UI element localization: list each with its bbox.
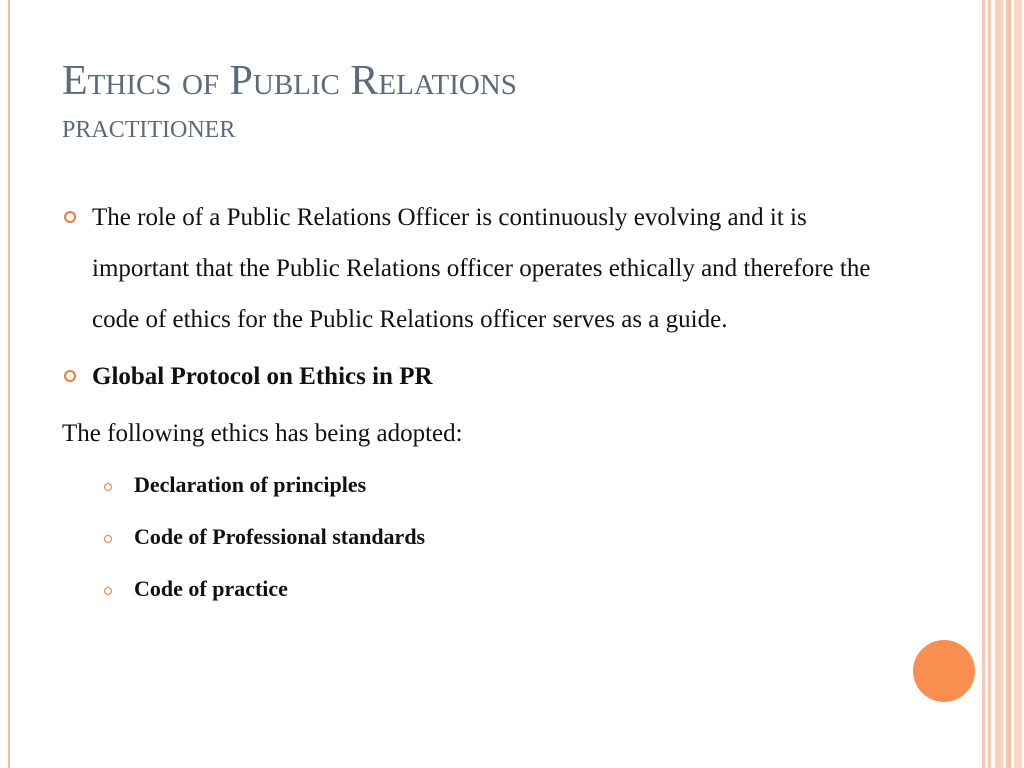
bullet-text: The role of a Public Relations Officer is continuously evolving and it is important that the Public Relations officer operates ethically and therefore the code of ethics for the Public Relations officer serves as a guide. [92,204,871,333]
sub-bullet-circle-icon [104,483,112,491]
slide-title [62,54,922,149]
bullet-item [62,192,902,345]
sub-bullet-text: Declaration of principles [134,472,367,497]
bullet-text: Global Protocol on Ethics in PR [92,363,433,390]
stripe [995,0,1003,768]
stripe [1014,0,1022,768]
bullet-circle-icon [64,211,76,223]
sub-bullet-item [62,511,902,563]
slide-body [62,192,902,615]
sub-bullet-circle-icon [104,535,112,543]
title-line-2: practitioner [62,107,236,145]
bullet-circle-icon [64,370,76,382]
sub-bullet-item [62,459,902,511]
right-decorative-stripes [980,0,1024,768]
stripe [988,0,991,768]
stripe [982,0,985,768]
sub-bullet-text: Code of Professional standards [134,524,426,549]
sub-bullet-circle-icon [104,587,112,595]
stripe [1006,0,1011,768]
orange-circle-decoration [913,640,975,702]
intro-text: The following ethics has being adopted: [62,420,463,447]
sub-bullet-text: Code of practice [134,576,288,601]
title-line-1: Ethics of Public Relations [62,58,517,104]
left-frame-line [8,0,10,768]
bullet-item [62,351,902,402]
sub-bullet-item [62,563,902,615]
